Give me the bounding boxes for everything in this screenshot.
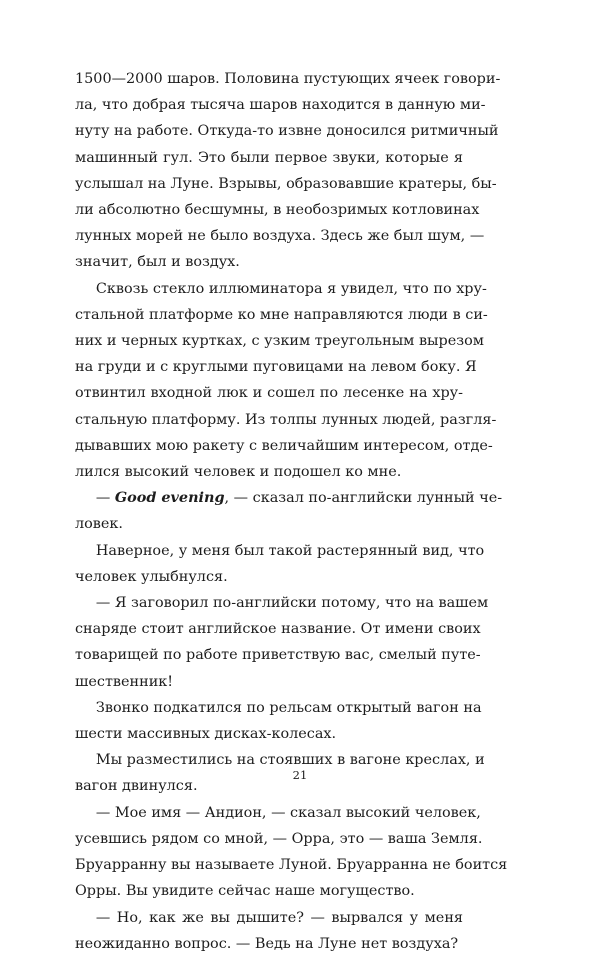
greeting-rest: , — сказал по-английски лунный че- [224, 490, 503, 507]
text-line: неожиданно вопрос. — Ведь на Луне нет воздуха? [75, 935, 459, 952]
text-line: Бруарранну вы называете Луной. Бруарранна не боится [75, 857, 508, 874]
text-line: отвинтил входной люк и сошел по лесенке на хру- [75, 385, 463, 402]
text-line: усевшись рядом со мной, — Орра, это — ваша Земля. [75, 830, 483, 847]
text-line: шести массивных дисках-колесах. [75, 726, 337, 743]
text-line: них и черных куртках, с узким треугольным вырезом [75, 333, 484, 350]
book-page-text [75, 66, 508, 957]
text-line: вагон двинулся. [75, 778, 198, 795]
text-line: нуту на работе. Откуда-то извне доносился ритмичный [75, 123, 499, 140]
text-line: снаряде стоит английское название. От имени своих [75, 621, 481, 638]
text-line: стальной платформе ко мне направляются люди в си- [75, 306, 488, 323]
text-line: стальную платформу. Из толпы лунных людей, разгля- [75, 411, 497, 428]
greeting-line [75, 485, 503, 511]
text-line: ли абсолютно бесшумны, в необозримых котловинах [75, 202, 480, 219]
english-phrase: Good evening [114, 489, 225, 507]
text-line: Орры. Вы увидите сейчас наше могущество. [75, 883, 415, 900]
text-line: товарищей по работе приветствую вас, смелый путе- [75, 647, 481, 664]
text-line: услышал на Луне. Взрывы, образовавшие кратеры, бы- [75, 175, 497, 192]
page-number: 21 [292, 768, 308, 782]
text-line: шественник! [75, 673, 174, 690]
text-line: Звонко подкатился по рельсам открытый вагон на [95, 699, 482, 716]
text-line: 1500—2000 шаров. Половина пустующих ячеек говори- [75, 71, 501, 87]
text-line: — Мое имя — Андион, — сказал высокий человек, [95, 804, 481, 821]
text-line: лился высокий человек и подошел ко мне. [75, 464, 402, 481]
text-line: на груди и с круглыми пуговицами на левом боку. Я [75, 359, 477, 376]
text-line: ла, что добрая тысяча шаров находится в данную ми- [75, 97, 486, 114]
text-line: дывавших мою ракету с величайшим интересом, отде- [75, 437, 493, 454]
text-line: Сквозь стекло иллюминатора я увидел, что по хру- [95, 280, 487, 297]
text-block-1 [75, 66, 501, 485]
text-line: значит, был и воздух. [75, 254, 240, 271]
text-line: человек улыбнулся. [75, 568, 228, 585]
text-block-2 [75, 511, 508, 956]
text-line: Мы разместились на стоявших в вагоне креслах, и [95, 752, 485, 769]
dash: — [95, 490, 111, 507]
text-line: Наверное, у меня был такой растерянный вид, что [95, 542, 485, 559]
text-line: ловек. [75, 516, 123, 533]
text-line: машинный гул. Это были первое звуки, которые я [75, 149, 463, 166]
text-line: — Я заговорил по-английски потому, что на вашем [95, 595, 489, 612]
text-line: лунных морей не было воздуха. Здесь же был шум, — [75, 228, 485, 245]
text-line: — Но, как же вы дышите? — вырвался у меня [95, 909, 463, 926]
